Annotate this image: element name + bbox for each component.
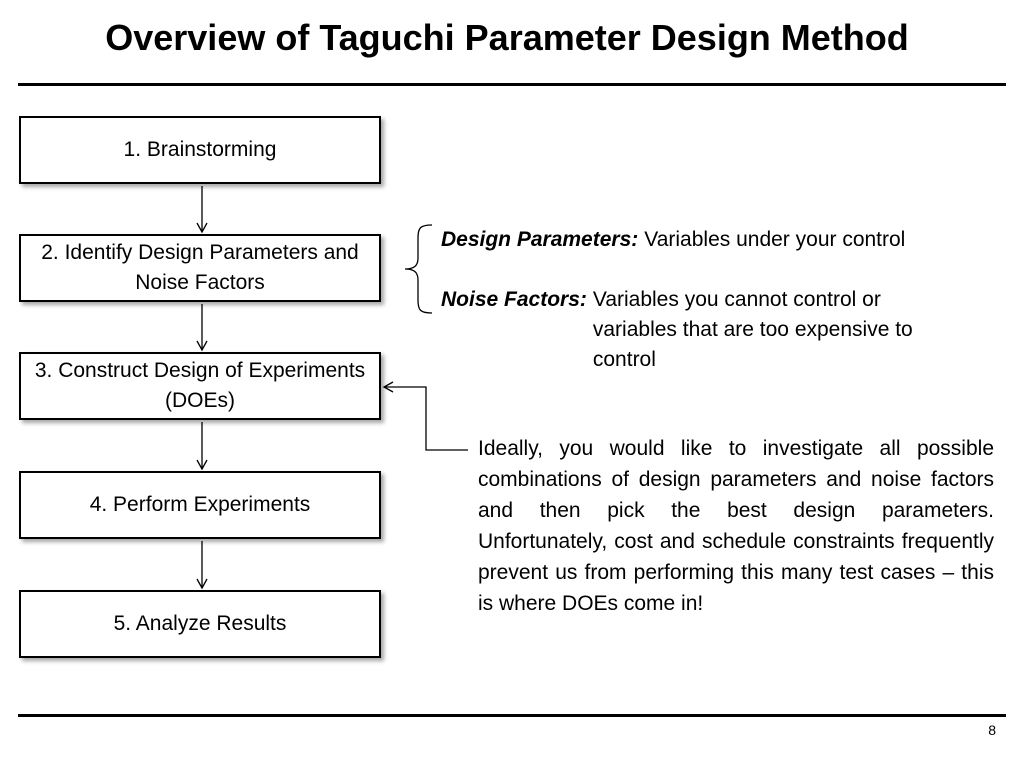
- definitions-brace: [405, 225, 432, 313]
- noise-factors-term: Noise Factors:: [441, 288, 587, 311]
- page-number: 8: [988, 722, 996, 738]
- design-parameters-description: Variables under your control: [644, 228, 906, 251]
- step-perform-experiments: 4. Perform Experiments: [19, 471, 381, 539]
- definition-noise-factors: [441, 285, 1021, 375]
- bottom-divider: [18, 714, 1006, 717]
- noise-factors-description: Variables you cannot control or variables that are too expensive to control: [592, 288, 913, 371]
- definition-design-parameters: [441, 225, 1021, 255]
- definitions-block: [441, 225, 1021, 375]
- step-analyze-results: 5. Analyze Results: [19, 590, 381, 658]
- step-identify-parameters: 2. Identify Design Parameters and Noise Factors: [19, 234, 381, 302]
- design-parameters-term: Design Parameters:: [441, 228, 639, 251]
- slide-title: Overview of Taguchi Parameter Design Method: [105, 17, 909, 58]
- doe-explanation-note: Ideally, you would like to investigate all possible combinations of design parameters and noise factors and then pick the best design parameters. Unfortunately, cost and schedule constraints frequently prevent us from performing this many test cases – this is where DOEs come in!: [478, 437, 994, 615]
- step-construct-doe: 3. Construct Design of Experiments (DOEs): [19, 352, 381, 420]
- note-connector-arrow: [384, 387, 468, 450]
- step-brainstorming: 1. Brainstorming: [19, 116, 381, 184]
